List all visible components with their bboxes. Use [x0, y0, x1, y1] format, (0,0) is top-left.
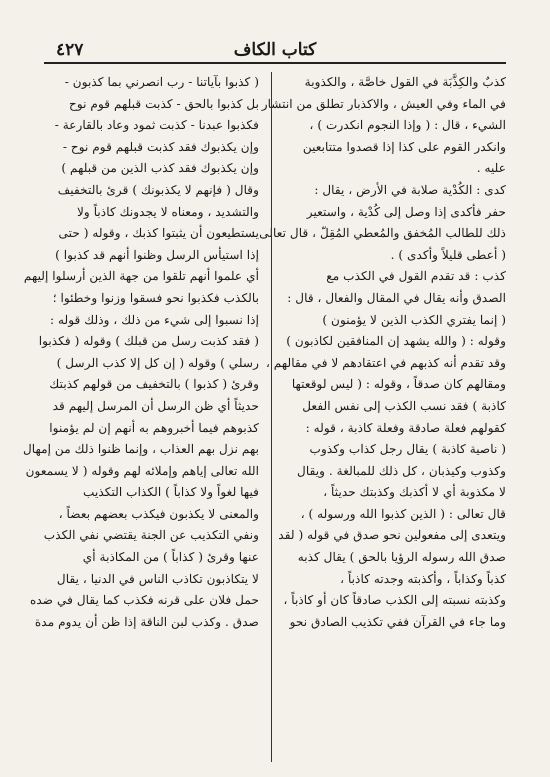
text-line: كذبوهم فيما أخبروهم به أنهم إن لم يؤمنوا: [49, 420, 259, 435]
text-line: كذبٌ والكِذَّبَة في القول خاصَّة ، والكذوبة: [304, 75, 506, 89]
header-rule: [44, 62, 506, 64]
text-line: حمل فلان على قرنه فكذب كما يقال في ضده: [29, 593, 259, 608]
text-line: وقوله : ( والله يشهد إن المنافقين لكاذبون ): [286, 334, 506, 349]
text-line: إذا نسبوا إلى شيء من ذلك ، وذلك قوله :: [50, 312, 259, 327]
text-line: كقولهم فعلة صادقة وفعلة كاذبة ، قوله :: [305, 420, 506, 435]
text-line: بالكذب فكذبوا نحو فسقوا وزنوا وخطئوا ؛: [52, 290, 259, 305]
text-line: ويتعدى إلى مفعولين نحو صدق في قوله ( لقد: [278, 528, 506, 543]
text-line: حديثاً أي ظن الرسل أن المرسل إليهم قد: [52, 398, 259, 413]
page-number: ٤٢٧: [56, 40, 84, 60]
text-line: لا مكذوبة أي لا أكذبك وكذبتك حديثاً ،: [323, 485, 506, 500]
text-line: إذا استيأس الرسل وظنوا أنهم قد كذبوا ): [55, 247, 259, 262]
text-line: وكذوب وكيذبان ، كل ذلك للمبالغة . ويقال: [297, 463, 506, 478]
text-line: وكذبته نسبته إلى الكذب صادقاً كان أو كاذباً ،: [283, 593, 506, 608]
text-line: ومقالهم كان صدقاً ، وقوله : ( ليس لوقعتها: [291, 377, 506, 392]
text-line: عنها وقرئ ( كذاباً ) من المكاذبة أي: [82, 550, 259, 565]
text-line: والمعنى لا يكذبون فيكذب بعضهم بعضاً ،: [58, 506, 259, 521]
running-title: كتاب الكاف: [233, 40, 317, 60]
text-line: والتشديد ، ومعناه لا يجدونك كاذباً ولا: [76, 204, 259, 219]
text-line: فكذبوا عبدنا - كذبت ثمود وعاد بالقارعة -: [54, 118, 259, 133]
text-line: ( كذبوا بآياتنا - رب انصرني بما كذبون -: [64, 75, 259, 89]
text-line: بل كذبوا بالحق - كذبت قبلهم قوم نوح: [68, 96, 259, 111]
text-line: وقد تقدم أنه كذبهم في اعتقادهم لا في مقالهم ،: [266, 355, 506, 370]
page-header: [44, 38, 506, 64]
text-line: وانكدر القوم على كذا إذا قصدوا متتابعين: [302, 139, 506, 154]
text-line: ( فقد كذبت رسل من قبلك ) وقوله ( فكذبوا: [38, 334, 259, 349]
text-line: الله تعالى إياهم وإملائه لهم وقوله ( لا يسمعون: [25, 463, 259, 478]
text-line: لا يتكاذبون تكاذب الناس في الدنيا ، يقال: [56, 571, 259, 586]
text-line: عليه .: [476, 161, 506, 176]
text-line: ( ناصية كاذبة ) يقال رجل كذاب وكذوب: [309, 442, 506, 457]
text-line: يستطيعون أن يثبتوا كذبك ، وقوله ( حتى: [58, 226, 259, 241]
column-divider: [271, 72, 272, 762]
text-line: وإن يكذبوك فقد كذبت قبلهم قوم نوح -: [62, 139, 259, 154]
text-line: وقال ( فإنهم لا يكذبونك ) قرئ بالتخفيف: [57, 182, 259, 197]
text-line: ( أعطى قليلاً وأكدى ) .: [390, 247, 506, 262]
text-line: صدق . وكذب لبن الناقة إذا ظن أن يدوم مدة: [34, 614, 259, 629]
text-line: في الماء وفي العيش ، والاكذبار تطلق من انتشار: [261, 96, 506, 111]
text-line: الشيء ، قال : ( وإذا النجوم انكدرت ) ،: [309, 118, 506, 133]
text-line: صدق الله رسوله الرؤيا بالحق ) يقال كذبه: [297, 550, 506, 565]
text-line: كذباً وكذاباً ، وأكذبته وجدته كاذباً ،: [340, 571, 506, 586]
text-line: كذب : قد تقدم القول في الكذب مع: [326, 269, 506, 284]
text-line: بهم نزل بهم العذاب ، وإنما ظنوا ذلك من إمهال: [22, 442, 259, 457]
left-column: [22, 72, 259, 762]
text-line: أي علموا أنهم تلقوا من جهة الذين أرسلوا إليهم: [23, 269, 259, 284]
text-line: ونفي التكذيب عن الجنة يقتضي نفي الكذب: [43, 528, 259, 543]
text-line: رسلي ) وقوله ( إن كل إلا كذب الرسل ): [56, 355, 259, 370]
text-line: قال تعالى : ( الذين كذبوا الله ورسوله ) ،: [300, 506, 506, 521]
text-line: حفر فأكدى إذا وصل إلى كُدْية ، واستعير: [306, 204, 506, 219]
text-line: الصدق وأنه يقال في المقال والفعال ، قال :: [287, 290, 506, 305]
text-line: ( إنما يفتري الكذب الذين لا يؤمنون ): [322, 312, 506, 327]
text-line: ذلك للطالب المُخفق والمُعطي المُقِلّ ، قال تعالى :: [251, 226, 506, 241]
right-column: [251, 72, 506, 762]
page-body: [22, 72, 506, 762]
text-line: كدى : الكُدْية صلابة في الأرض ، يقال :: [314, 182, 506, 197]
text-line: وإن يكذبوك فقد كذب الذين من قبلهم ): [61, 161, 259, 176]
text-line: كاذبة ) فقد نسب الكذب إلى نفس الفعل: [302, 398, 506, 413]
text-line: وقرئ ( كذبوا ) بالتخفيف من قولهم كذبتك: [49, 377, 259, 392]
text-line: فيها لغواً ولا كذاباً ) الكذاب التكذيب: [83, 485, 259, 500]
text-line: وما جاء في القرآن ففي تكذيب الصادق نحو: [289, 614, 506, 629]
